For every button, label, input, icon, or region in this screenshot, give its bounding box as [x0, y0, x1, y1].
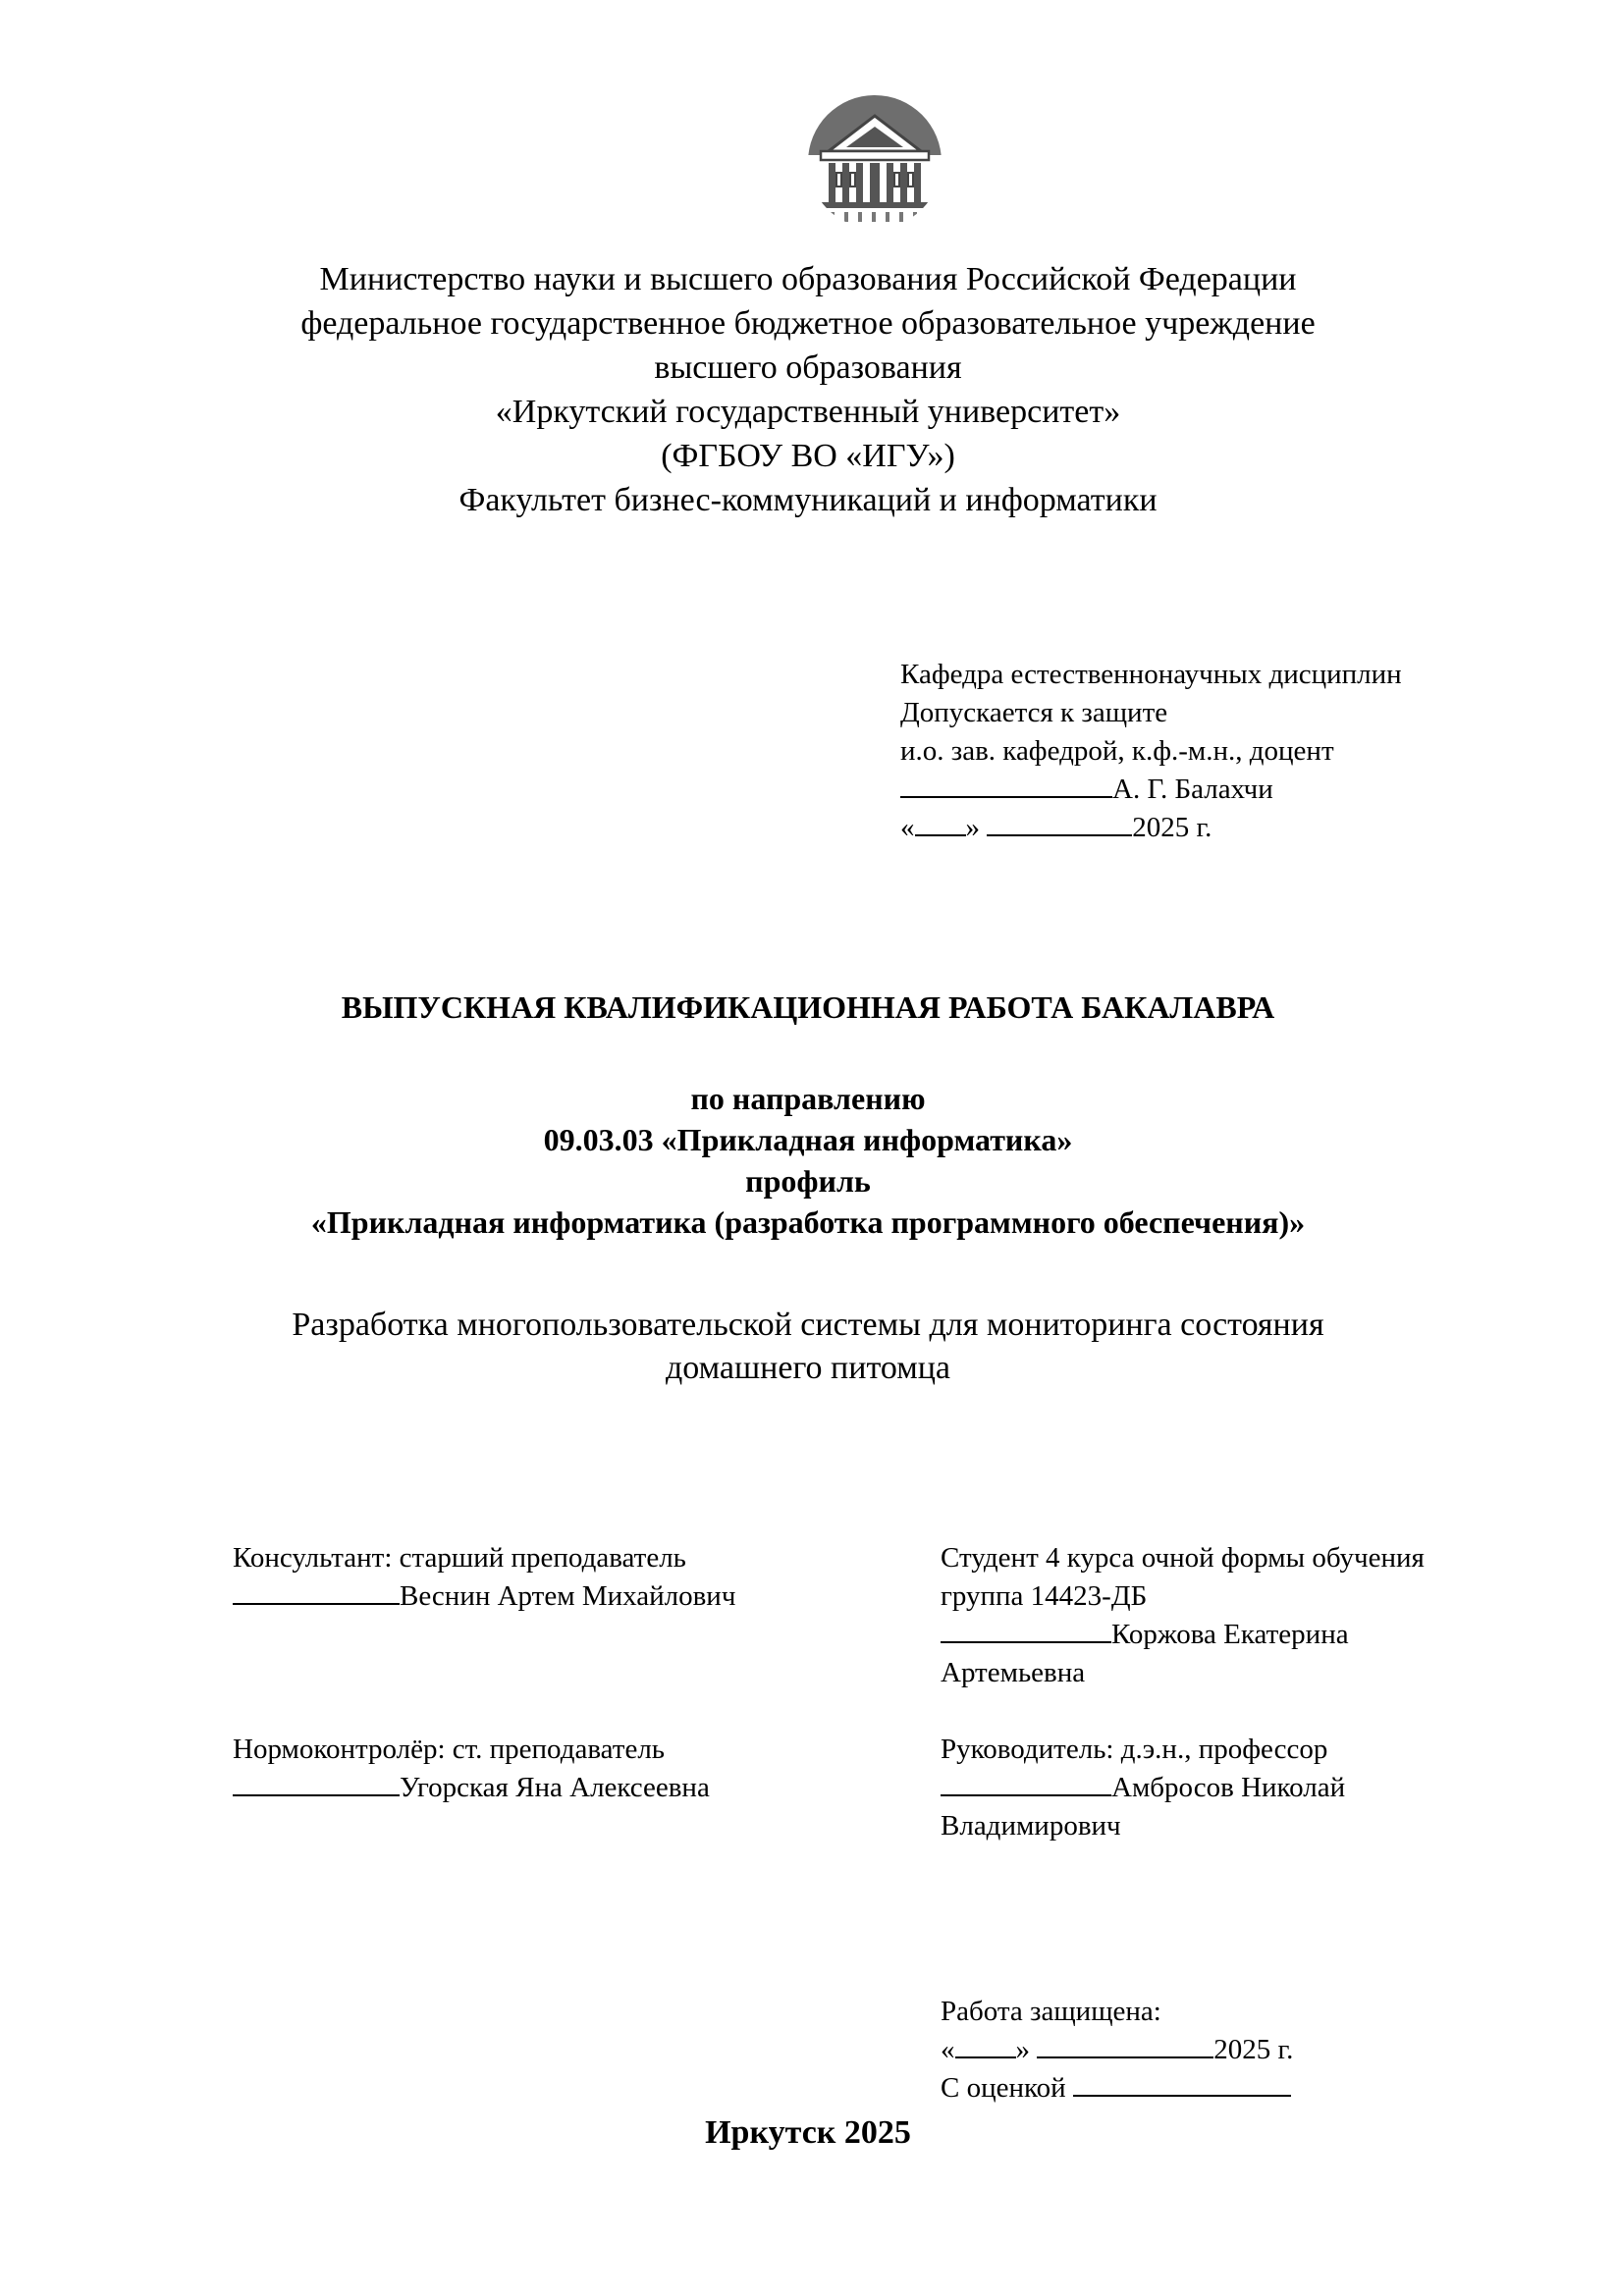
- supervisor-name: Амбросов Николай: [1111, 1772, 1346, 1803]
- student-patronymic: Артемьевна: [941, 1657, 1086, 1688]
- consultant-name: Веснин Артем Михайлович: [400, 1580, 736, 1612]
- month-blank: [1037, 2033, 1213, 2058]
- department-name: Кафедра естественнонаучных дисциплин: [900, 659, 1402, 690]
- admission-text: Допускается к защите: [900, 697, 1168, 728]
- thesis-topic: Разработка многопользовательской системы для мониторинга состояния домашнего питомца: [292, 1307, 1324, 1386]
- university-building-logo: [807, 94, 943, 230]
- university-name: «Иркутский государственный университет»: [495, 394, 1121, 430]
- grade-blank: [1073, 2071, 1291, 2097]
- defense-block: [941, 1993, 1293, 2108]
- consultant-block: [233, 1539, 735, 1616]
- head-name: А. Г. Балахчи: [1112, 774, 1273, 805]
- student-role: Студент 4 курса очной формы обучения: [941, 1542, 1425, 1574]
- approval-year: 2025 г.: [1132, 812, 1212, 843]
- ministry-line: Министерство науки и высшего образования Российской Федерации: [319, 261, 1297, 297]
- approval-block: [900, 656, 1402, 847]
- day-blank: [955, 2033, 1016, 2058]
- consultant-role: Консультант: старший преподаватель: [233, 1542, 686, 1574]
- institution-type-line: федеральное государственное бюджетное образовательное учреждение: [300, 305, 1316, 342]
- student-name: Коржова Екатерина: [1111, 1619, 1349, 1650]
- defense-year: 2025 г.: [1213, 2034, 1294, 2065]
- defense-label: Работа защищена:: [941, 1996, 1161, 2027]
- supervisor-patronymic: Владимирович: [941, 1810, 1121, 1842]
- student-group: группа 14423-ДБ: [941, 1580, 1148, 1612]
- direction-label: по направлению: [690, 1081, 926, 1116]
- supervisor-role: Руководитель: д.э.н., профессор: [941, 1734, 1328, 1765]
- normcontrol-name: Угорская Яна Алексеевна: [400, 1772, 710, 1803]
- city-year: Иркутск 2025: [705, 2114, 911, 2151]
- document-title: ВЫПУСКНАЯ КВАЛИФИКАЦИОННАЯ РАБОТА БАКАЛАВРА: [341, 989, 1275, 1025]
- head-position: и.о. зав. кафедрой, к.ф.-м.н., доцент: [900, 735, 1334, 767]
- profile-name: «Прикладная информатика (разработка программного обеспечения)»: [310, 1204, 1306, 1240]
- signature-blank: [233, 1771, 400, 1796]
- direction-code: 09.03.03 «Прикладная информатика»: [543, 1122, 1073, 1157]
- normcontrol-role: Нормоконтролёр: ст. преподаватель: [233, 1734, 666, 1765]
- signature-blank: [941, 1618, 1111, 1643]
- month-blank: [987, 811, 1132, 836]
- document-header: [0, 257, 1616, 522]
- student-block: [941, 1539, 1425, 1692]
- grade-label: С оценкой: [941, 2072, 1066, 2104]
- normcontrol-block: [233, 1731, 710, 1807]
- education-level-line: высшего образования: [654, 349, 962, 386]
- study-direction: [0, 1078, 1616, 1243]
- supervisor-block: [941, 1731, 1345, 1845]
- profile-label: профиль: [745, 1163, 871, 1199]
- grade-line: [941, 2069, 1293, 2108]
- university-abbreviation: (ФГБОУ ВО «ИГУ»): [661, 438, 955, 474]
- defense-date-line: « » 2025 г.: [941, 2034, 1294, 2065]
- signature-blank: [233, 1579, 400, 1605]
- head-signature-line: [900, 771, 1402, 809]
- signature-blank: [900, 773, 1112, 798]
- signature-blank: [941, 1771, 1111, 1796]
- day-blank: [915, 811, 966, 836]
- faculty-name: Факультет бизнес-коммуникаций и информатики: [458, 482, 1158, 518]
- approval-date-line: « » 2025 г.: [900, 812, 1212, 843]
